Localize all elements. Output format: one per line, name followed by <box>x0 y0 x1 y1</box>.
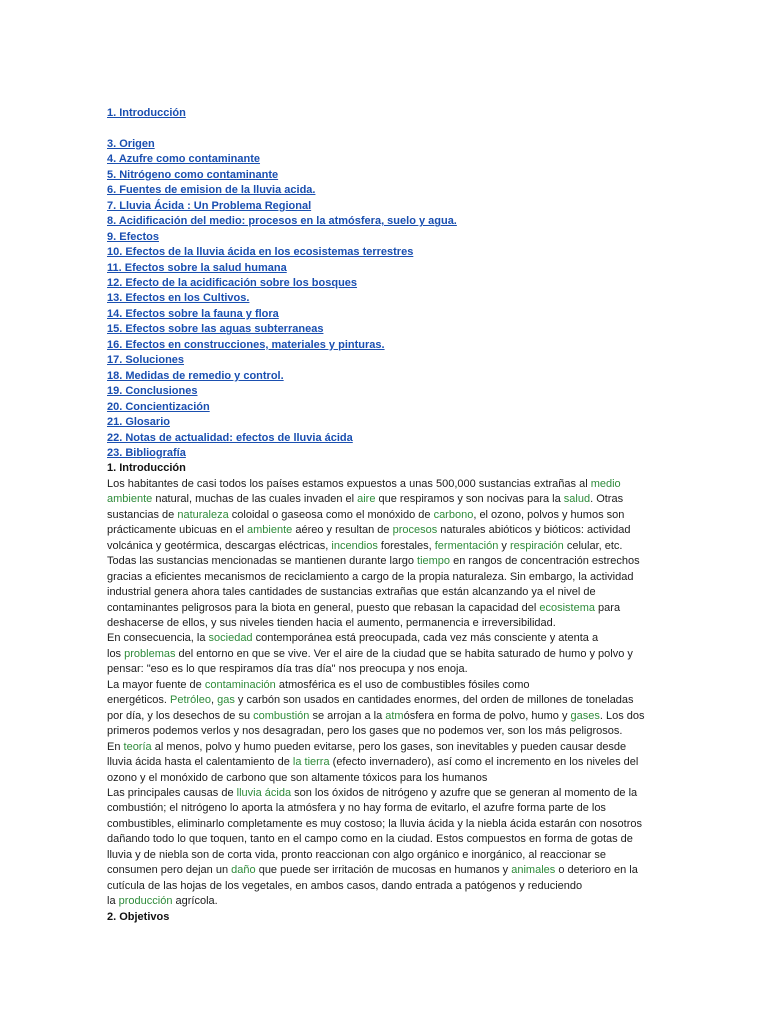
inline-link[interactable]: salud <box>563 493 591 506</box>
inline-link[interactable]: gas <box>217 694 235 707</box>
toc-link-bibliografia[interactable]: 23. Bibliografía <box>107 446 186 459</box>
body-text-segment: por día, y los desechos de su <box>107 709 254 722</box>
body-text-segment: consumen pero dejan un <box>107 864 232 877</box>
toc-link-fuentes[interactable]: 6. Fuentes de emision de la lluvia acida. <box>107 184 316 197</box>
body-text-segment: lluvia y de niebla son de corta vida, pronto reaccionan con algo orgánico e inorgánico, al reaccionar se <box>107 848 606 861</box>
inline-link[interactable]: aire <box>357 493 376 506</box>
body-line <box>107 693 655 708</box>
inline-link[interactable]: combustión <box>253 709 310 722</box>
inline-link[interactable]: procesos <box>392 524 438 537</box>
body-text-segment: al menos, polvo y humo pueden evitarse, pero los gases, son inevitables y pueden causar desde <box>151 740 627 753</box>
inline-link[interactable]: problemas <box>124 647 176 660</box>
toc-link-nitrogeno[interactable]: 5. Nitrógeno como contaminante <box>107 168 279 181</box>
toc-link-aguas[interactable]: 15. Efectos sobre las aguas subterraneas <box>107 323 324 336</box>
toc-link-cultivos[interactable]: 13. Efectos en los Cultivos. <box>107 292 250 305</box>
body-text-segment: gracias a eficientes mecanismos de reciclamiento a cargo de la propia naturaleza. Sin embargo, la actividad <box>107 570 634 583</box>
inline-link[interactable]: incendios <box>331 539 378 552</box>
body-text-segment: contaminantes peligrosos para la biota en general, puesto que rebasan la capacidad del <box>107 601 540 614</box>
toc-link-bosques[interactable]: 12. Efecto de la acidificación sobre los bosques <box>107 276 358 289</box>
body-text-segment: La mayor fuente de <box>107 678 205 691</box>
section-heading-introduccion: 1. Introducción <box>107 462 186 475</box>
inline-link[interactable]: contaminación <box>204 678 276 691</box>
body-text-segment: En consecuencia, la <box>107 632 209 645</box>
body-text-segment: que respiramos y son nocivas para la <box>375 493 564 506</box>
body-line <box>107 678 655 693</box>
body-text-segment: del entorno en que se vive. Ver el aire de la ciudad que se habita saturado de humo y polvo y <box>175 647 633 660</box>
toc-link-introduccion[interactable]: 1. Introducción <box>107 107 186 119</box>
body-line <box>107 832 655 847</box>
body-line <box>107 601 655 616</box>
body-text-segment: y <box>498 539 510 552</box>
inline-link[interactable]: medio <box>590 477 621 490</box>
inline-link[interactable]: atm <box>385 709 404 722</box>
inline-link[interactable]: animales <box>511 864 556 877</box>
inline-link[interactable]: producción <box>118 895 173 908</box>
introduccion-body <box>107 477 655 910</box>
inline-link[interactable]: respiración <box>509 539 564 552</box>
body-text-segment: lluvia ácida hasta el calentamiento de <box>107 756 293 769</box>
body-text-segment: atmosférica es el uso de combustibles fósiles como <box>275 678 530 691</box>
toc-link-salud[interactable]: 11. Efectos sobre la salud humana <box>107 261 287 274</box>
inline-link[interactable]: gases <box>570 709 600 722</box>
toc-link-medidas[interactable]: 18. Medidas de remedio y control. <box>107 369 284 382</box>
body-line <box>107 631 655 646</box>
body-text-segment: volcánica y geotérmica, descargas eléctricas, <box>107 539 332 552</box>
body-line <box>107 755 655 770</box>
body-text-segment: . Otras <box>590 493 624 506</box>
inline-link[interactable]: sociedad <box>208 632 253 645</box>
inline-link[interactable]: tiempo <box>417 555 451 568</box>
body-text-segment: son los óxidos de nitrógeno y azufre que se generan al momento de la <box>291 786 638 799</box>
body-line <box>107 863 655 878</box>
body-line <box>107 786 655 801</box>
body-text-segment: Las principales causas de <box>107 786 237 799</box>
body-text-segment: combustión; el nitrógeno lo aporta la atmósfera y no hay forma de evitarlo, el azufre forma parte de los <box>107 802 606 815</box>
body-line <box>107 740 655 755</box>
body-text-segment: para <box>595 601 621 614</box>
body-text-segment: prácticamente ubicuas en el <box>107 524 248 537</box>
body-text-segment: aéreo y resultan de <box>292 524 393 537</box>
body-text-segment: que puede ser irritación de mucosas en humanos y <box>255 864 512 877</box>
body-text-segment: En <box>107 740 124 753</box>
body-text-segment: contemporánea está preocupada, cada vez más consciente y atenta a <box>252 632 599 645</box>
toc-link-fauna-flora[interactable]: 14. Efectos sobre la fauna y flora <box>107 307 279 320</box>
body-line <box>107 848 655 863</box>
body-line <box>107 894 655 909</box>
body-text-segment: y carbón son usados en cantidades enormes, del orden de millones de toneladas <box>234 694 634 707</box>
toc-link-glosario[interactable]: 21. Glosario <box>107 416 170 429</box>
body-text-segment: o deterioro en la <box>555 864 638 877</box>
body-text-segment: combustibles, eliminarlo completamente es muy costoso; la lluvia ácida y la niebla ácida estarán con nosotros <box>107 817 642 830</box>
body-line <box>107 879 655 894</box>
toc-link-problema-regional[interactable]: 7. Lluvia Ácida : Un Problema Regional <box>107 199 312 212</box>
body-text-segment: se arrojan a la <box>309 709 386 722</box>
inline-link[interactable]: fermentación <box>434 539 499 552</box>
body-text-segment: los <box>107 647 125 660</box>
body-text-segment: sustancias de <box>107 508 178 521</box>
body-line <box>107 554 655 569</box>
body-line <box>107 647 655 662</box>
body-text-segment: la <box>107 895 119 908</box>
body-line <box>107 508 655 523</box>
body-line <box>107 771 655 786</box>
toc-link-notas[interactable]: 22. Notas de actualidad: efectos de lluvia ácida <box>107 431 353 444</box>
toc-link-construcciones[interactable]: 16. Efectos en construcciones, materiales y pinturas. <box>107 338 385 351</box>
body-text-segment: deshacerse de ellos, y sus niveles tienden hacia el aumento, permanencia e irreversibilidad. <box>107 616 556 629</box>
toc-link-acidificacion[interactable]: 8. Acidificación del medio: procesos en la atmósfera, suelo y agua. <box>107 215 457 228</box>
toc-link-concientizacion[interactable]: 20. Concientización <box>107 400 210 413</box>
body-line <box>107 662 655 677</box>
body-text-segment: primeros podemos verlos y nos desagradan, pero los gases que no podemos ver, son los más peligrosos. <box>107 725 623 738</box>
body-text-segment: dañando todo lo que toquen, tanto en el campo como en la ciudad. Estos compuestos en forma de gotas de <box>107 833 633 846</box>
toc-link-azufre[interactable]: 4. Azufre como contaminante <box>107 153 261 166</box>
body-text-segment: celular, etc. <box>563 539 623 552</box>
body-text-segment: , el ozono, polvos y humos son <box>473 508 625 521</box>
inline-link[interactable]: ambiente <box>247 524 293 537</box>
body-text-segment: Todas las sustancias mencionadas se mantienen durante largo <box>107 555 418 568</box>
body-text-segment: ozono y el monóxido de carbono que son altamente tóxicos para los humanos <box>107 771 488 784</box>
body-line <box>107 817 655 832</box>
inline-link[interactable]: teoría <box>123 740 152 753</box>
body-text-segment: en rangos de concentración estrechos <box>450 555 640 568</box>
body-text-segment: coloidal o gaseosa como el monóxido de <box>228 508 434 521</box>
body-text-segment: Los habitantes de casi todos los países estamos expuestos a unas 500,000 sustancias extrañas al <box>107 477 591 490</box>
inline-link[interactable]: la tierra <box>292 756 330 769</box>
body-text-segment: natural, muchas de las cuales invaden el <box>152 493 358 506</box>
toc-gap <box>107 121 655 136</box>
body-text-segment: agrícola. <box>172 895 218 908</box>
inline-link[interactable]: lluvia ácida <box>236 786 292 799</box>
toc-link-efectos[interactable]: 9. Efectos <box>107 230 159 243</box>
body-text-segment: ósfera en forma de polvo, humo y <box>403 709 571 722</box>
body-text-segment: forestales, <box>377 539 435 552</box>
section-heading-objetivos: 2. Objetivos <box>107 910 170 923</box>
body-line <box>107 724 655 739</box>
inline-link[interactable]: ecosistema <box>539 601 595 614</box>
body-line <box>107 539 655 554</box>
body-line <box>107 585 655 600</box>
body-line <box>107 523 655 538</box>
toc-link-soluciones[interactable]: 17. Soluciones <box>107 354 185 367</box>
inline-link[interactable]: Petróleo <box>169 694 211 707</box>
body-text-segment: pensar: "eso es lo que respiramos día tras día" nos preocupa y nos enoja. <box>107 663 468 676</box>
body-text-segment: naturales abióticos y bióticos: actividad <box>437 524 631 537</box>
body-line <box>107 801 655 816</box>
toc-link-conclusiones[interactable]: 19. Conclusiones <box>107 385 198 398</box>
body-line <box>107 570 655 585</box>
inline-link[interactable]: ambiente <box>107 493 153 506</box>
inline-link[interactable]: naturaleza <box>177 508 229 521</box>
toc-link-ecosistemas[interactable]: 10. Efectos de la lluvia ácida en los ecosistemas terrestres <box>107 246 414 259</box>
body-line <box>107 477 655 492</box>
body-line <box>107 616 655 631</box>
body-text-segment: industrial genera ahora tales cantidades de sustancias extrañas que están alcanzando ya el nivel de <box>107 586 596 599</box>
body-text-segment: , <box>210 694 218 707</box>
toc-link-origen[interactable]: 3. Origen <box>107 137 155 150</box>
inline-link[interactable]: carbono <box>433 508 474 521</box>
body-line <box>107 492 655 507</box>
document-page <box>107 106 655 925</box>
inline-link[interactable]: daño <box>231 864 256 877</box>
body-line <box>107 709 655 724</box>
table-of-contents <box>107 106 655 461</box>
body-text-segment: energéticos. <box>107 694 170 707</box>
body-text-segment: (efecto invernadero), así como el incremento en los niveles del <box>329 756 639 769</box>
body-text-segment: . Los dos <box>599 709 645 722</box>
body-text-segment: cutícula de las hojas de los vegetales, en ambos casos, dando entrada a patógenos y reduciendo <box>107 879 583 892</box>
